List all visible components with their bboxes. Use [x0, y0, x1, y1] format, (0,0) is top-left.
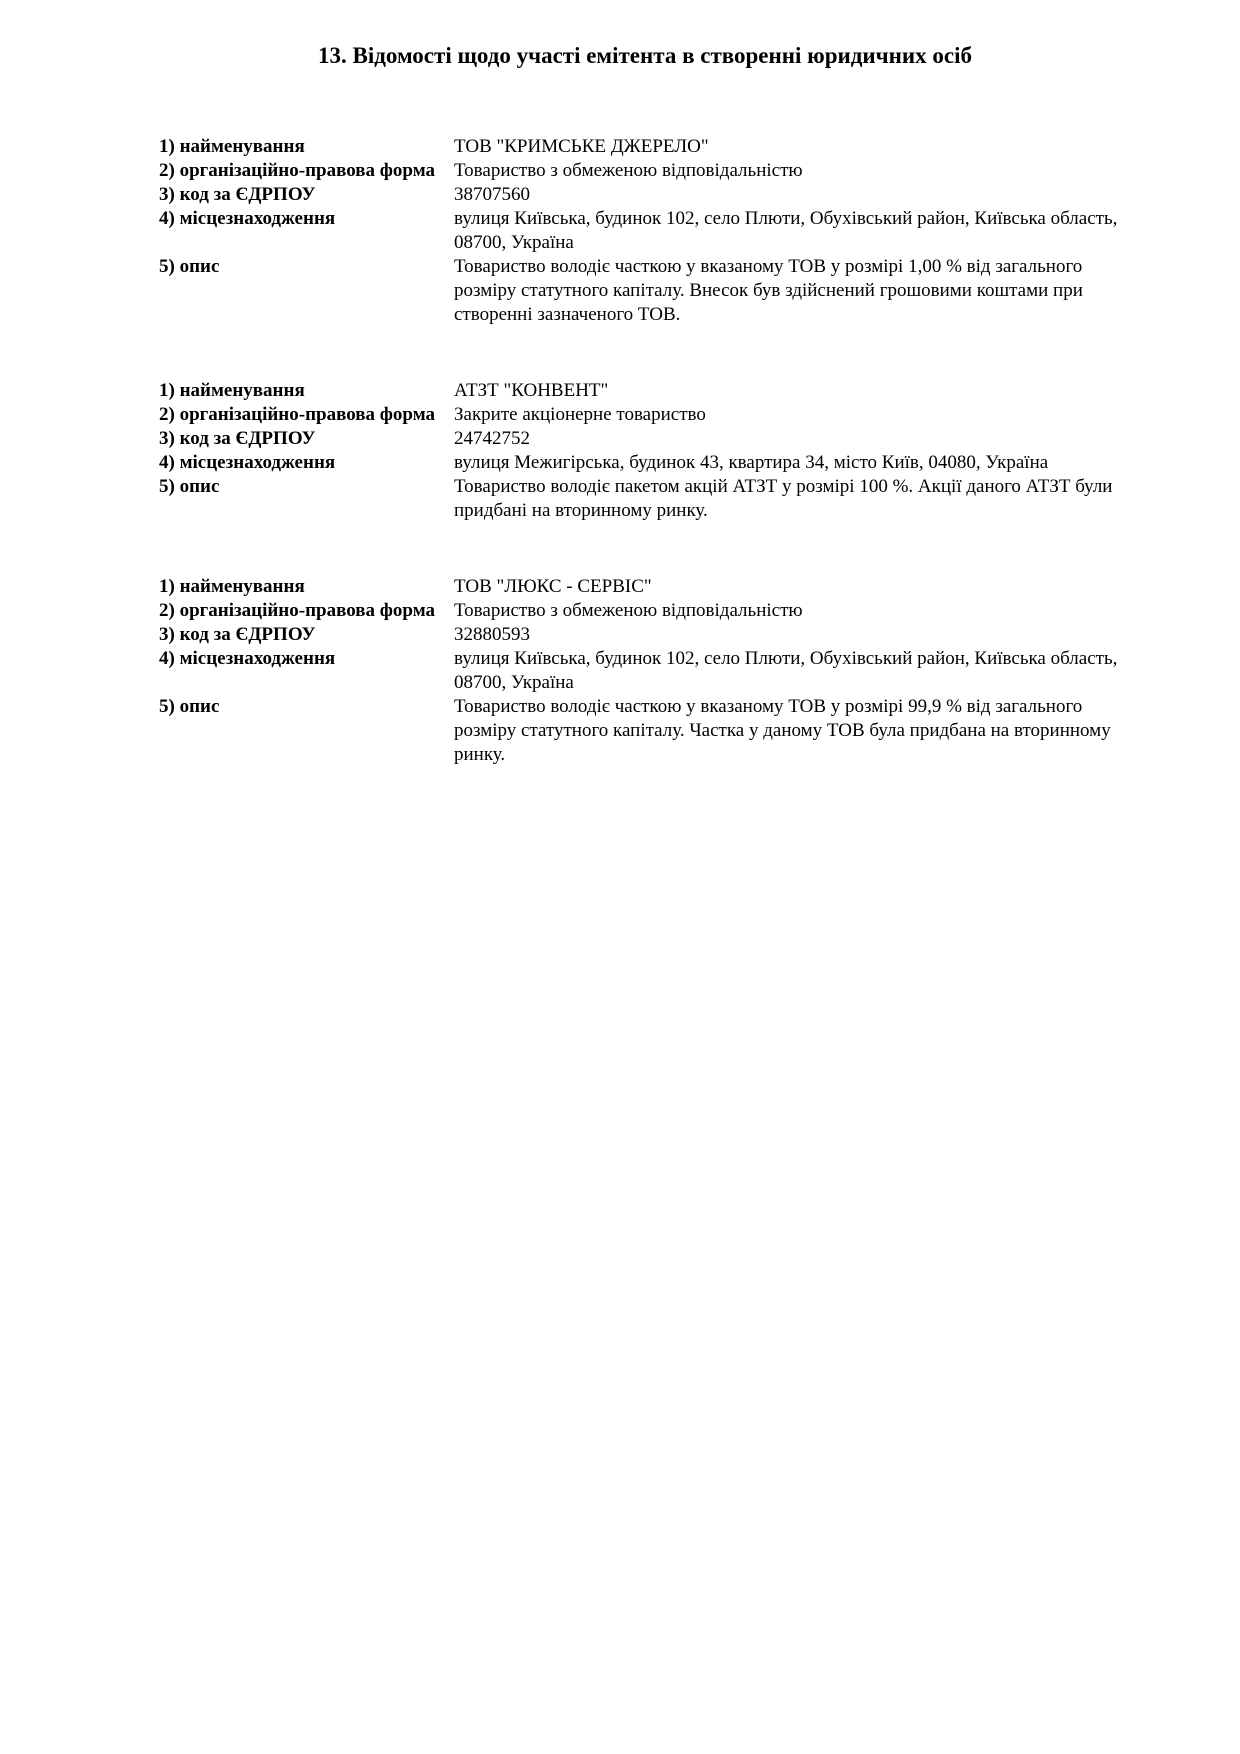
entity-legal-form: Товариство з обмеженою відповідальністю [454, 160, 803, 181]
entity-edrpou: 24742752 [454, 428, 530, 449]
location-label: 4) місцезнаходження [159, 208, 336, 229]
description-label: 5) опис [159, 476, 220, 497]
entity-legal-form: Товариство з обмеженою відповідальністю [454, 600, 803, 621]
entity-location: вулиця Київська, будинок 102, село Плюти, Обухівський район, Київська область, 08700, Україна [454, 648, 1118, 693]
entity-name-row [159, 135, 1149, 159]
entity-name: ТОВ "КРИМСЬКЕ ДЖЕРЕЛО" [454, 136, 709, 157]
name-label: 1) найменування [159, 136, 305, 157]
entity-legal-form-row [159, 159, 1149, 183]
entity-description-row [159, 695, 1149, 767]
entity-location: вулиця Межигірська, будинок 43, квартира 34, місто Київ, 04080, Україна [454, 452, 1049, 473]
entity-block [159, 575, 1149, 767]
entity-list [159, 135, 1149, 819]
name-label: 1) найменування [159, 576, 305, 597]
location-label: 4) місцезнаходження [159, 648, 336, 669]
description-label: 5) опис [159, 696, 220, 717]
entity-block [159, 135, 1149, 327]
entity-edrpou-row [159, 183, 1149, 207]
entity-legal-form-row [159, 403, 1149, 427]
entity-name: АТЗТ "КОНВЕНТ" [454, 380, 609, 401]
legal-form-label: 2) організаційно-правова форма [159, 600, 436, 621]
legal-form-label: 2) організаційно-правова форма [159, 160, 436, 181]
location-label: 4) місцезнаходження [159, 452, 336, 473]
name-label: 1) найменування [159, 380, 305, 401]
legal-form-label: 2) організаційно-правова форма [159, 404, 436, 425]
edrpou-label: 3) код за ЄДРПОУ [159, 428, 316, 449]
entity-location-row [159, 451, 1149, 475]
entity-name-row [159, 379, 1149, 403]
entity-legal-form: Закрите акціонерне товариство [454, 404, 706, 425]
entity-edrpou: 32880593 [454, 624, 530, 645]
entity-description: Товариство володіє часткою у вказаному ТОВ у розмірі 99,9 % від загального розміру статутного капіталу. Частка у даному ТОВ була придбана на вторинному ринку. [454, 696, 1111, 765]
entity-location-row [159, 207, 1149, 255]
page-title: 13. Відомості щодо участі емітента в створенні юридичних осіб [318, 43, 972, 68]
entity-block [159, 379, 1149, 523]
description-label: 5) опис [159, 256, 220, 277]
entity-edrpou-row [159, 623, 1149, 647]
entity-description-row [159, 255, 1149, 327]
entity-description: Товариство володіє пакетом акцій АТЗТ у розмірі 100 %. Акції даного АТЗТ були придбані на вторинному ринку. [454, 476, 1113, 521]
edrpou-label: 3) код за ЄДРПОУ [159, 184, 316, 205]
entity-name-row [159, 575, 1149, 599]
entity-location-row [159, 647, 1149, 695]
entity-description: Товариство володіє часткою у вказаному ТОВ у розмірі 1,00 % від загального розміру статутного капіталу. Внесок був здійснений грошовими коштами при створенні зазначеного ТОВ. [454, 256, 1083, 325]
entity-edrpou: 38707560 [454, 184, 530, 205]
entity-legal-form-row [159, 599, 1149, 623]
entity-description-row [159, 475, 1149, 523]
entity-location: вулиця Київська, будинок 102, село Плюти, Обухівський район, Київська область, 08700, Україна [454, 208, 1118, 253]
entity-name: ТОВ "ЛЮКС - СЕРВІС" [454, 576, 652, 597]
edrpou-label: 3) код за ЄДРПОУ [159, 624, 316, 645]
entity-edrpou-row [159, 427, 1149, 451]
